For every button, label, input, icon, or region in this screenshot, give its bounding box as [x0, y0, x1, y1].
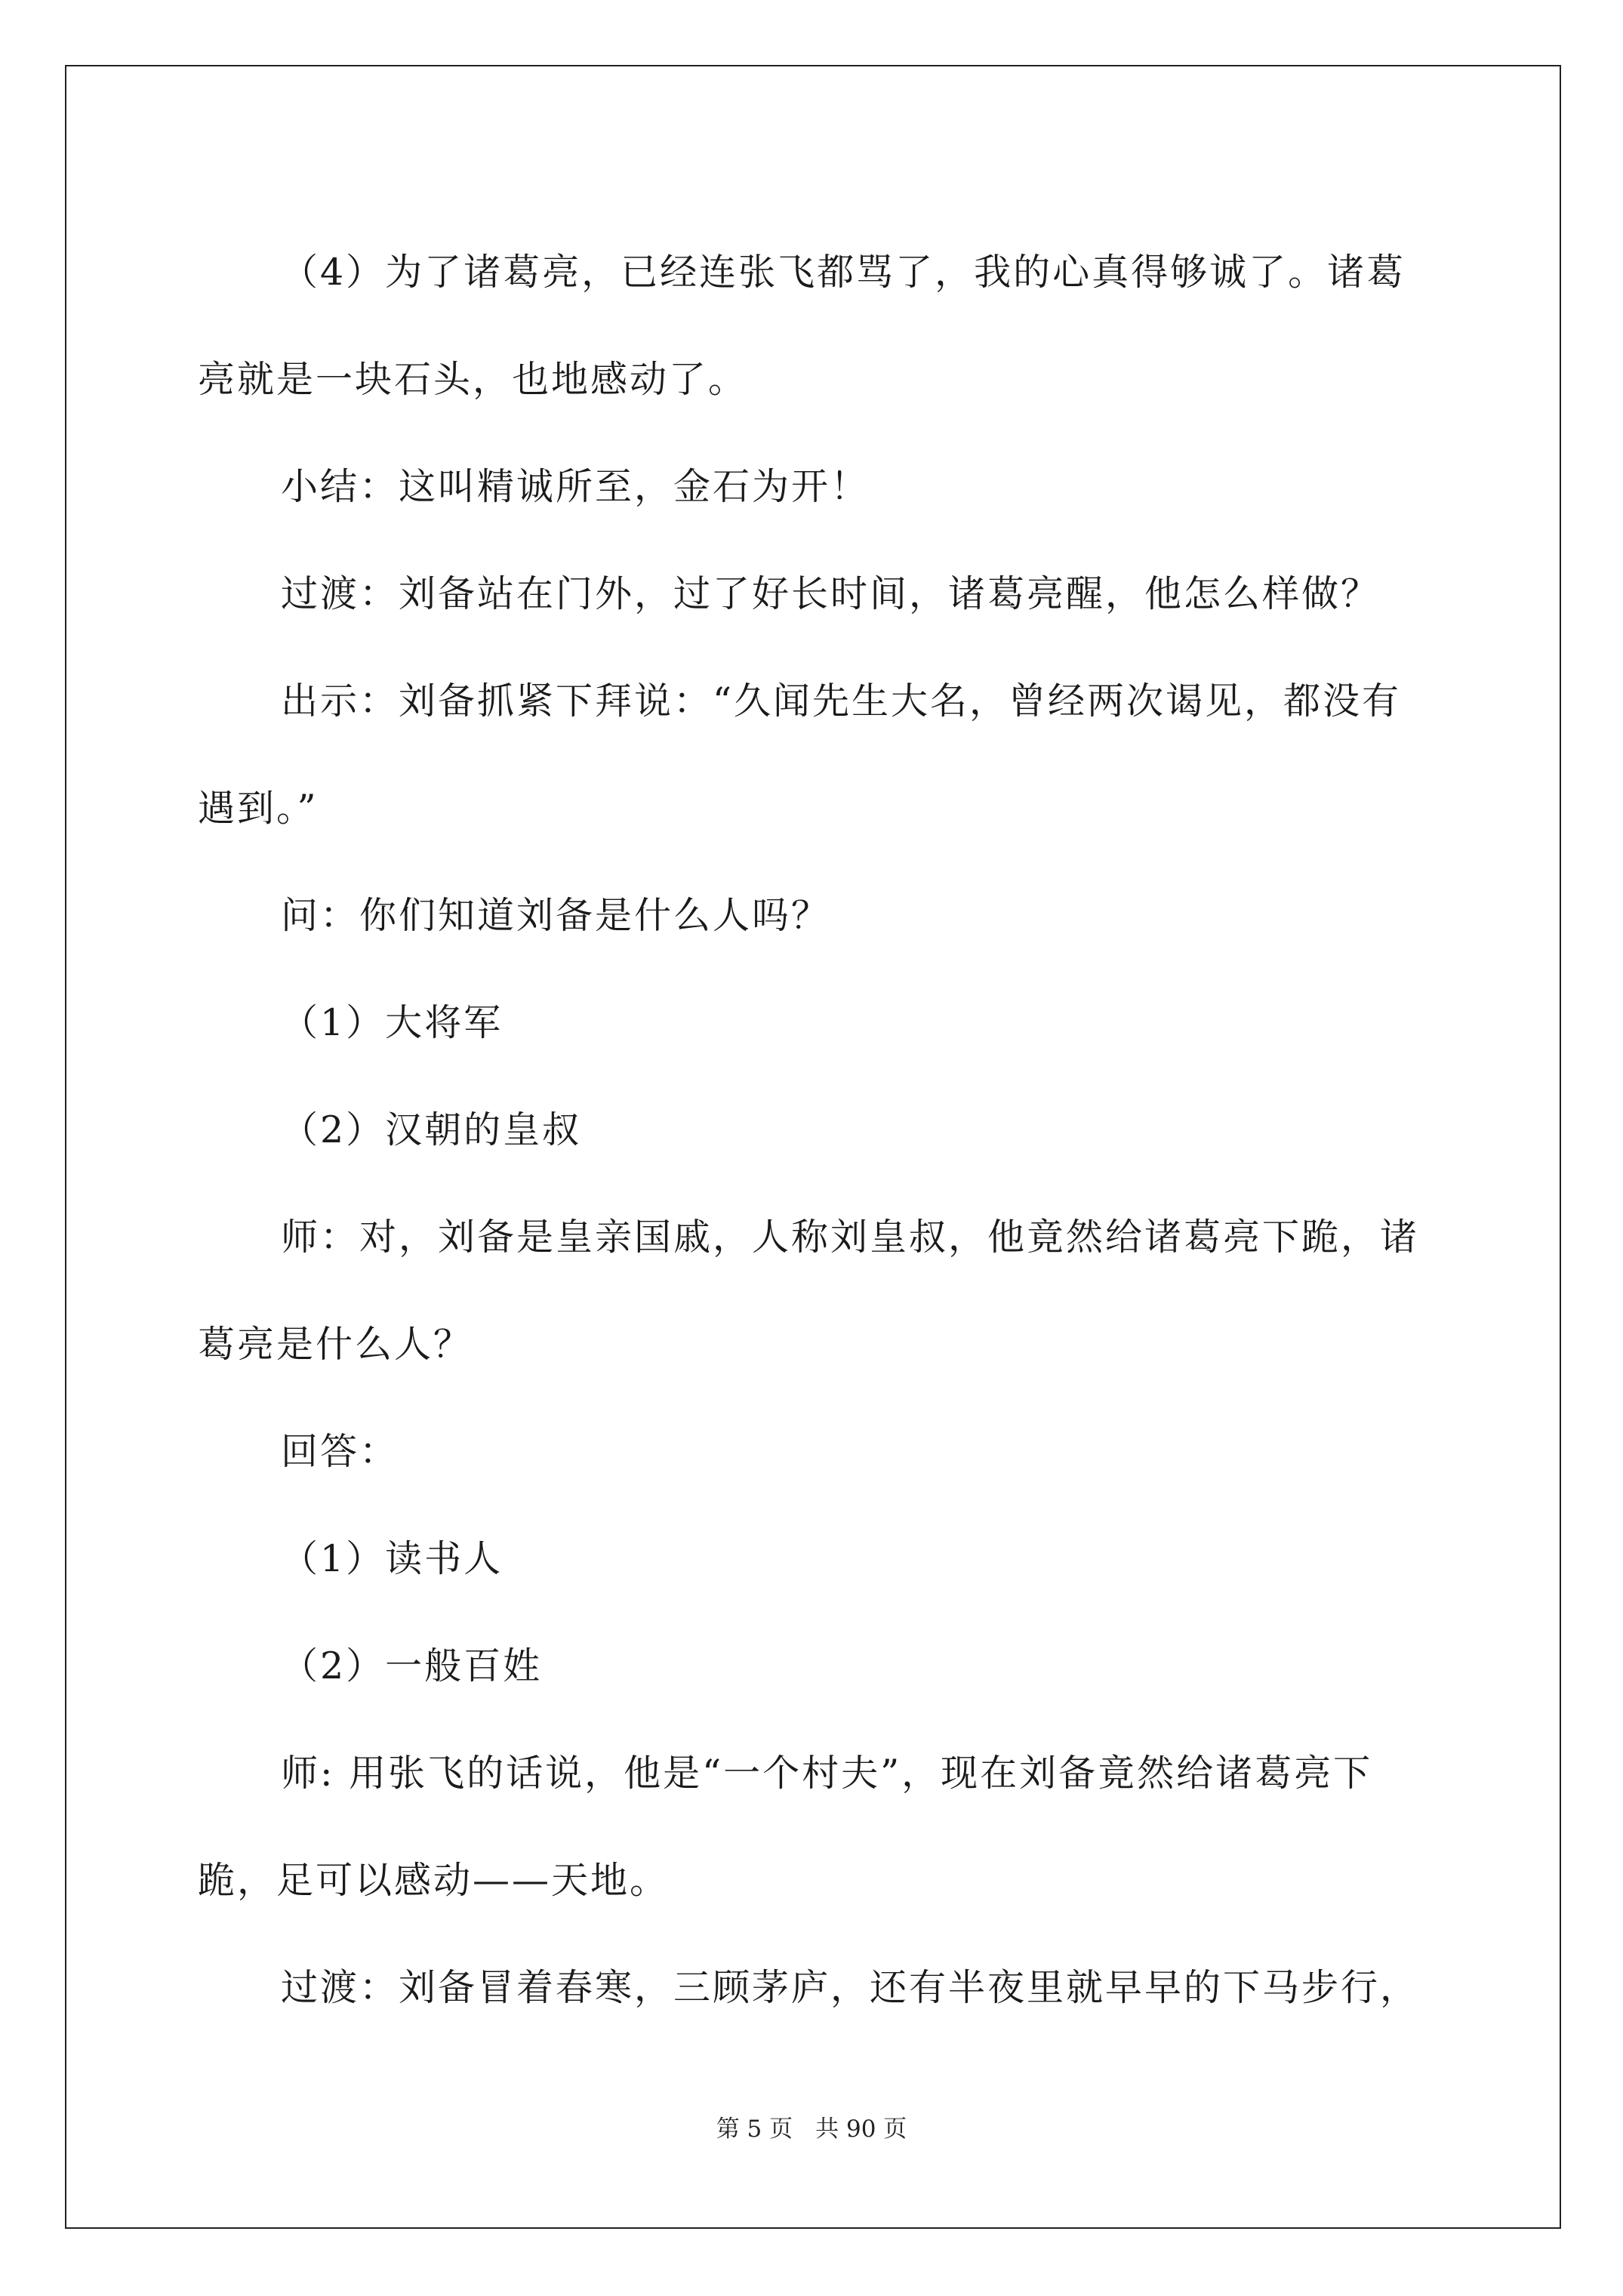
paragraph: 回答： [281, 1430, 399, 1473]
page-number: 第 5 页 [716, 2116, 793, 2143]
page-footer [0, 2110, 1623, 2143]
paragraph: 出示：刘备抓紧下拜说：“久闻先生大名，曾经两次谒见，都没有遇到。” [198, 680, 1402, 830]
paragraph: （4）为了诸葛亮，已经连张飞都骂了，我的心真得够诚了。诸葛亮就是一块石头，也地感动了。 [198, 251, 1406, 401]
paragraph: 小结：这叫精诚所至，金石为开！ [281, 465, 870, 508]
paragraph: 过渡：刘备站在门外，过了好长时间，诸葛亮醒，他怎么样做？ [281, 572, 1381, 615]
paragraph: 问：你们知道刘备是什么人吗？ [281, 894, 831, 937]
total-pages: 共 90 页 [815, 2116, 907, 2143]
paragraph: 师：对，刘备是皇亲国戚，人称刘皇叔，他竟然给诸葛亮下跪，诸葛亮是什么人？ [198, 1216, 1420, 1366]
paragraph: （1）大将军 [281, 1001, 504, 1044]
paragraph: 过渡：刘备冒着春寒，三顾茅庐，还有半夜里就早早的下马步行， [281, 1966, 1420, 2009]
document-body [198, 219, 1436, 2042]
paragraph: （2）一般百姓 [281, 1644, 543, 1687]
paragraph: （2）汉朝的皇叔 [281, 1108, 582, 1151]
paragraph: 师: 用张飞的话说，他是“一个村夫”，现在刘备竟然给诸葛亮下跪，足可以感动——天地。 [198, 1752, 1373, 1902]
paragraph: （1）读书人 [281, 1537, 504, 1580]
